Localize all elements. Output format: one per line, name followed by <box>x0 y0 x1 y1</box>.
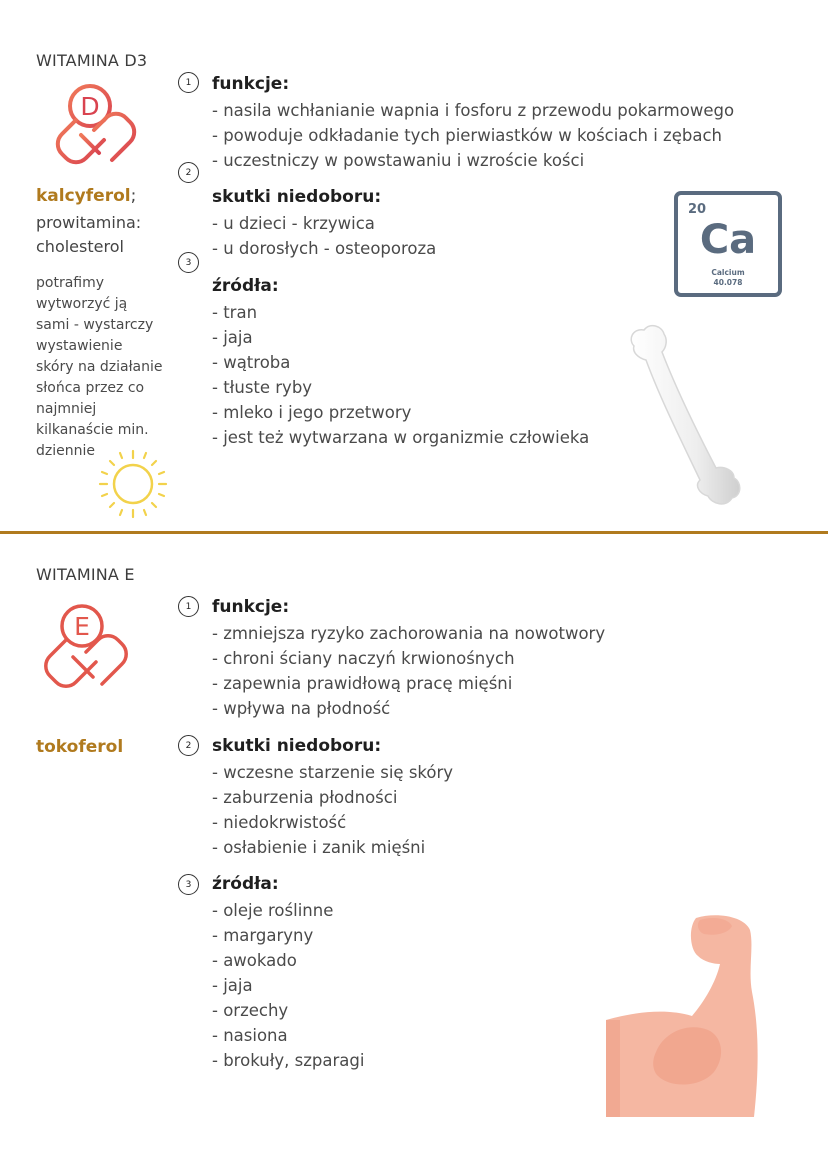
e-functions-heading: funkcje: <box>212 597 290 617</box>
list-item: - zapewnia prawidłową pracę mięśni <box>212 674 513 693</box>
d3-sources-list <box>212 300 589 450</box>
list-item: - jaja <box>212 328 253 347</box>
e-deficiency-list <box>212 760 453 860</box>
list-item: - mleko i jego przetwory <box>212 403 412 422</box>
list-item: - brokuły, szparagi <box>212 1051 365 1070</box>
section-number-badge: 2 <box>178 162 199 183</box>
note-line: słońca przez co <box>36 380 145 396</box>
element-mass: 40.078 <box>713 278 743 287</box>
e-sources-list <box>212 898 364 1073</box>
list-item: - orzechy <box>212 1001 289 1020</box>
list-item: - u dorosłych - osteoporoza <box>212 239 437 258</box>
element-number: 20 <box>688 202 707 217</box>
element-symbol: Ca <box>699 217 757 263</box>
e-main-name: tokoferol <box>36 737 124 757</box>
flexed-arm-icon <box>604 912 764 1117</box>
d3-main-name-text: kalcyferol <box>36 186 131 206</box>
d3-sub-name-1: prowitamina: <box>36 213 142 232</box>
vitamin-d-capsule-icon <box>48 80 140 172</box>
section-divider <box>0 531 828 534</box>
note-line: sami - wystarczy <box>36 317 154 333</box>
list-item: - awokado <box>212 951 297 970</box>
sun-icon <box>96 446 172 522</box>
note-line: wytworzyć ją <box>36 296 128 312</box>
section-number-badge: 3 <box>178 874 199 895</box>
list-item: - chroni ściany naczyń krwionośnych <box>212 649 515 668</box>
note-line: skóry na działanie <box>36 359 163 375</box>
list-item: - niedokrwistość <box>212 813 347 832</box>
list-item: - zmniejsza ryzyko zachorowania na nowotwory <box>212 624 606 643</box>
e-title: WITAMINA E <box>36 565 135 584</box>
list-item: - jaja <box>212 976 253 995</box>
capsule-letter: D <box>80 92 100 121</box>
d3-functions-heading: funkcje: <box>212 74 290 94</box>
e-deficiency-heading: skutki niedoboru: <box>212 736 382 756</box>
d3-main-name <box>36 186 136 206</box>
note-line: potrafimy <box>36 275 105 291</box>
d3-functions-list <box>212 98 734 173</box>
section-number-badge: 1 <box>178 596 199 617</box>
vitamin-e-capsule-icon <box>36 598 128 708</box>
d3-note <box>36 273 176 462</box>
list-item: - jest też wytwarzana w organizmie człowieka <box>212 428 590 447</box>
list-item: - powoduje odkładanie tych pierwiastków w kościach i zębach <box>212 126 722 145</box>
note-line: najmniej <box>36 401 97 417</box>
list-item: - wątroba <box>212 353 291 372</box>
d3-deficiency-list <box>212 211 436 261</box>
list-item: - wpływa na płodność <box>212 699 391 718</box>
list-item: - osłabienie i zanik mięśni <box>212 838 426 857</box>
d3-title: WITAMINA D3 <box>36 51 148 70</box>
list-item: - oleje roślinne <box>212 901 334 920</box>
note-line: dziennie <box>36 443 95 459</box>
d3-sub-name-2: cholesterol <box>36 237 124 256</box>
section-number-badge: 2 <box>178 735 199 756</box>
capsule-letter: E <box>74 612 90 641</box>
list-item: - nasiona <box>212 1026 288 1045</box>
d3-deficiency-heading: skutki niedoboru: <box>212 187 382 207</box>
note-line: wystawienie <box>36 338 123 354</box>
list-item: - zaburzenia płodności <box>212 788 398 807</box>
list-item: - tran <box>212 303 258 322</box>
list-item: - uczestniczy w powstawaniu i wzroście kości <box>212 151 585 170</box>
section-number-badge: 3 <box>178 252 199 273</box>
note-line: kilkanaście min. <box>36 422 149 438</box>
d3-main-name-suffix: ; <box>130 186 137 206</box>
list-item: - nasila wchłanianie wapnia i fosforu z przewodu pokarmowego <box>212 101 735 120</box>
element-name: Calcium <box>711 268 745 277</box>
calcium-element-tile <box>674 191 782 297</box>
list-item: - tłuste ryby <box>212 378 313 397</box>
bone-icon <box>620 318 750 510</box>
list-item: - margaryny <box>212 926 314 945</box>
e-functions-list <box>212 621 605 721</box>
section-number-badge: 1 <box>178 72 199 93</box>
list-item: - wczesne starzenie się skóry <box>212 763 454 782</box>
e-sources-heading: źródła: <box>212 874 279 894</box>
list-item: - u dzieci - krzywica <box>212 214 375 233</box>
d3-sources-heading: źródła: <box>212 276 279 296</box>
